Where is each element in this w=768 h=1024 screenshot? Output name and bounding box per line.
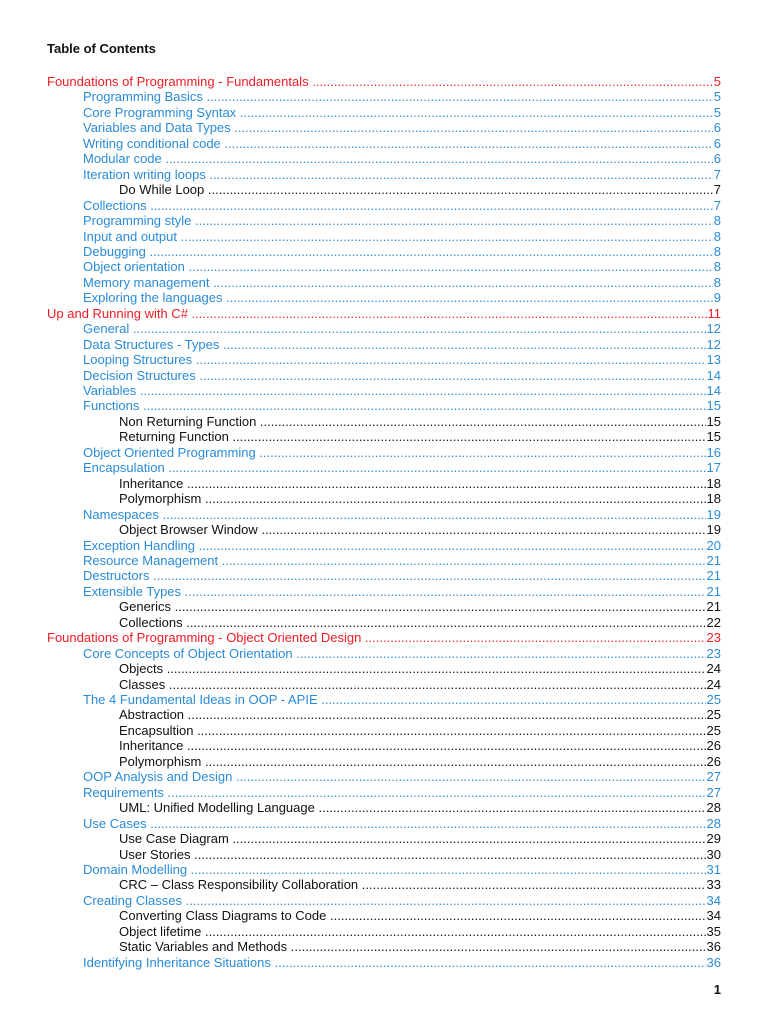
toc-entry-level-3 xyxy=(0,599,768,615)
toc-entry-title: Creating Classes ..... xyxy=(83,893,721,909)
toc-entry-level-3 xyxy=(0,429,768,445)
toc-entry-title: Object lifetime ..... xyxy=(119,924,721,940)
toc-entry-page: 36 xyxy=(706,954,721,970)
toc-entry-level-3 xyxy=(0,939,768,955)
toc-entry-level-3 xyxy=(0,924,768,940)
toc-entry-level-2[interactable] xyxy=(0,553,768,569)
toc-entry-page: 19 xyxy=(706,522,721,538)
toc-entry-title: Object Oriented Programming ..... xyxy=(83,445,721,461)
toc-entry-level-2[interactable] xyxy=(0,445,768,461)
toc-entry-title: Core Concepts of Object Orientation ..... xyxy=(83,646,721,662)
toc-entry-level-2[interactable] xyxy=(0,198,768,214)
toc-entry-level-3 xyxy=(0,723,768,739)
toc-entry-level-3 xyxy=(0,491,768,507)
toc-entry-title: Inheritance ..... xyxy=(119,738,721,754)
toc-entry-page: 5 xyxy=(713,89,721,105)
toc-entry-title: Exception Handling ..... xyxy=(83,538,721,554)
toc-entry-level-3 xyxy=(0,615,768,631)
toc-entry-title: Decision Structures ..... xyxy=(83,368,721,384)
toc-entry-page: 21 xyxy=(706,599,721,615)
toc-entry-title: Domain Modelling ..... xyxy=(83,862,721,878)
toc-entry-level-3 xyxy=(0,754,768,770)
toc-entry-page: 28 xyxy=(706,815,721,831)
page-number: 1 xyxy=(713,982,721,997)
toc-entry-page: 34 xyxy=(706,892,721,908)
toc-entry-level-1[interactable] xyxy=(0,74,768,90)
toc-entry-page: 7 xyxy=(713,182,721,198)
toc-entry-level-2[interactable] xyxy=(0,229,768,245)
toc-entry-title: Foundations of Programming - Object Oriented Design ..... xyxy=(47,630,721,646)
toc-entry-page: 6 xyxy=(713,135,721,151)
toc-entry-page: 23 xyxy=(706,645,721,661)
toc-entry-level-2[interactable] xyxy=(0,507,768,523)
toc-entry-page: 15 xyxy=(706,413,721,429)
toc-entry-level-3 xyxy=(0,522,768,538)
toc-entry-title: Modular code ..... xyxy=(83,151,721,167)
toc-entry-page: 27 xyxy=(706,769,721,785)
toc-entry-level-2[interactable] xyxy=(0,213,768,229)
toc-entry-level-2[interactable] xyxy=(0,89,768,105)
toc-entry-level-2[interactable] xyxy=(0,769,768,785)
toc-entry-page: 26 xyxy=(706,738,721,754)
toc-entry-title: Object orientation ..... xyxy=(83,259,721,275)
toc-entry-level-2[interactable] xyxy=(0,337,768,353)
toc-entry-level-2[interactable] xyxy=(0,275,768,291)
toc-entry-level-3 xyxy=(0,414,768,430)
toc-entry-title: Namespaces ..... xyxy=(83,507,721,523)
toc-entry-level-2[interactable] xyxy=(0,460,768,476)
toc-entry-title: Iteration writing loops ..... xyxy=(83,167,721,183)
toc-entry-level-2[interactable] xyxy=(0,646,768,662)
toc-entry-title: Core Programming Syntax ..... xyxy=(83,105,721,121)
toc-entry-page: 12 xyxy=(706,336,721,352)
toc-entry-title: User Stories ..... xyxy=(119,847,721,863)
toc-entry-title: Abstraction ..... xyxy=(119,707,721,723)
toc-entry-level-2[interactable] xyxy=(0,398,768,414)
toc-entry-title: Destructors ..... xyxy=(83,568,721,584)
toc-entry-title: Non Returning Function ..... xyxy=(119,414,721,430)
toc-entry-title: CRC – Class Responsibility Collaboration ..... xyxy=(119,877,721,893)
toc-entry-level-1[interactable] xyxy=(0,306,768,322)
toc-entry-page: 21 xyxy=(706,552,721,568)
toc-entry-page: 11 xyxy=(707,305,721,321)
toc-entry-title: Memory management ..... xyxy=(83,275,721,291)
toc-entry-level-2[interactable] xyxy=(0,538,768,554)
toc-entry-page: 5 xyxy=(713,74,721,89)
toc-entry-page: 19 xyxy=(706,506,721,522)
toc-entry-title: Generics ..... xyxy=(119,599,721,615)
toc-entry-level-2[interactable] xyxy=(0,383,768,399)
toc-entry-title: Programming style ..... xyxy=(83,213,721,229)
toc-entry-title: General ..... xyxy=(83,321,721,337)
toc-entry-level-2[interactable] xyxy=(0,244,768,260)
toc-entry-page: 6 xyxy=(713,120,721,136)
toc-entry-title: Polymorphism ..... xyxy=(119,754,721,770)
toc-entry-title: Variables and Data Types ..... xyxy=(83,120,721,136)
toc-entry-page: 7 xyxy=(713,166,721,182)
toc-entry-title: Looping Structures ..... xyxy=(83,352,721,368)
toc-entry-page: 15 xyxy=(706,429,721,445)
toc-entry-level-2[interactable] xyxy=(0,167,768,183)
toc-entry-page: 8 xyxy=(713,228,721,244)
toc-entry-level-2[interactable] xyxy=(0,136,768,152)
toc-entry-page: 8 xyxy=(713,259,721,275)
toc-entry-title: Encapsultion ..... xyxy=(119,723,721,739)
toc-entry-page: 34 xyxy=(706,908,721,924)
toc-entry-level-2[interactable] xyxy=(0,151,768,167)
toc-entry-level-2[interactable] xyxy=(0,368,768,384)
toc-entry-page: 20 xyxy=(706,537,721,553)
toc-entry-title: Classes ..... xyxy=(119,677,721,693)
toc-entry-page: 22 xyxy=(706,614,721,630)
toc-entry-page: 21 xyxy=(706,568,721,584)
toc-entry-title: Foundations of Programming - Fundamentals ..... xyxy=(47,74,721,90)
toc-entry-level-2[interactable] xyxy=(0,259,768,275)
toc-title: Table of Contents xyxy=(47,41,156,56)
toc-entry-page: 14 xyxy=(706,383,721,398)
toc-entry-title: Functions ..... xyxy=(83,398,721,414)
toc-entry-page: 18 xyxy=(706,475,721,491)
toc-entry-title: Variables ..... xyxy=(83,383,721,399)
toc-entry-title: OOP Analysis and Design ..... xyxy=(83,769,721,785)
toc-entry-level-2[interactable] xyxy=(0,568,768,584)
toc-entry-level-2[interactable] xyxy=(0,862,768,878)
toc-entry-page: 25 xyxy=(706,722,721,738)
toc-entry-level-3 xyxy=(0,677,768,693)
toc-entry-title: Use Case Diagram ..... xyxy=(119,831,721,847)
toc-entry-level-2[interactable] xyxy=(0,290,768,306)
toc-entry-page: 31 xyxy=(706,861,721,877)
toc-entry-title: Encapsulation ..... xyxy=(83,460,721,476)
toc-entry-level-3 xyxy=(0,908,768,924)
toc-entry-level-2[interactable] xyxy=(0,816,768,832)
toc-entry-title: Converting Class Diagrams to Code ..... xyxy=(119,908,721,924)
toc-entry-page: 36 xyxy=(706,939,721,955)
toc-entry-title: Collections ..... xyxy=(83,198,721,214)
toc-entry-title: Exploring the languages ..... xyxy=(83,290,721,306)
toc-entry-page: 27 xyxy=(706,784,721,800)
toc-entry-title: Resource Management ..... xyxy=(83,553,721,569)
toc-entry-level-3 xyxy=(0,800,768,816)
toc-entry-title: Requirements ..... xyxy=(83,785,721,801)
toc-entry-title: Polymorphism ..... xyxy=(119,491,721,507)
toc-entry-page: 24 xyxy=(706,661,721,677)
toc-entry-title: Use Cases ..... xyxy=(83,816,721,832)
toc-entry-page: 33 xyxy=(706,877,721,893)
toc-entry-level-2[interactable] xyxy=(0,352,768,368)
toc-entry-title: Extensible Types ..... xyxy=(83,584,721,600)
toc-entry-level-2[interactable] xyxy=(0,120,768,136)
toc-entry-page: 18 xyxy=(706,491,721,507)
toc-entry-page: 25 xyxy=(706,707,721,723)
toc-entry-page: 23 xyxy=(706,630,721,646)
toc-entry-title: Static Variables and Methods ..... xyxy=(119,939,721,955)
toc-entry-title: Object Browser Window ..... xyxy=(119,522,721,538)
toc-entry-page: 21 xyxy=(706,583,721,599)
toc-entry-level-2[interactable] xyxy=(0,692,768,708)
toc-entry-title: Up and Running with C# ..... xyxy=(47,306,721,322)
toc-entry-level-3 xyxy=(0,476,768,492)
toc-entry-title: Do While Loop ..... xyxy=(119,182,721,198)
toc-entry-page: 12 xyxy=(706,321,721,337)
toc-entry-page: 16 xyxy=(706,444,721,460)
toc-entry-level-3 xyxy=(0,877,768,893)
toc-entry-title: The 4 Fundamental Ideas in OOP - APIE ..... xyxy=(83,692,721,708)
toc-entry-title: Collections ..... xyxy=(119,615,721,631)
toc-entry-page: 8 xyxy=(713,243,721,259)
toc-entry-title: Writing conditional code ..... xyxy=(83,136,721,152)
toc-entry-page: 15 xyxy=(706,398,721,414)
toc-entry-page: 9 xyxy=(713,290,721,306)
toc-entry-page: 6 xyxy=(713,151,721,167)
toc-entry-level-3 xyxy=(0,738,768,754)
toc-entry-page: 8 xyxy=(713,274,721,290)
toc-entry-page: 14 xyxy=(706,367,721,383)
toc-entry-level-1[interactable] xyxy=(0,630,768,646)
toc-entry-level-2[interactable] xyxy=(0,785,768,801)
toc-entry-page: 8 xyxy=(713,213,721,229)
toc-entry-title: Identifying Inheritance Situations ..... xyxy=(83,955,721,971)
toc-entry-level-3 xyxy=(0,831,768,847)
toc-entry-title: Inheritance ..... xyxy=(119,476,721,492)
toc-entry-title: Debugging ..... xyxy=(83,244,721,260)
toc-entry-title: Input and output ..... xyxy=(83,229,721,245)
toc-entry-page: 30 xyxy=(706,846,721,862)
toc-entry-level-3 xyxy=(0,182,768,198)
toc-entry-level-3 xyxy=(0,707,768,723)
toc-entry-level-2[interactable] xyxy=(0,321,768,337)
toc-entry-page: 29 xyxy=(706,831,721,847)
toc-entry-page: 17 xyxy=(706,460,721,476)
toc-entry-page: 35 xyxy=(706,923,721,939)
toc-entry-page: 13 xyxy=(706,352,721,368)
toc-entry-title: UML: Unified Modelling Language ..... xyxy=(119,800,721,816)
toc-entry-page: 7 xyxy=(713,197,721,213)
toc-entry-page: 26 xyxy=(706,753,721,769)
toc-entry-level-3 xyxy=(0,661,768,677)
toc-entry-level-2[interactable] xyxy=(0,584,768,600)
toc-entry-title: Objects ..... xyxy=(119,661,721,677)
toc-entry-page: 5 xyxy=(713,104,721,120)
toc-entry-title: Returning Function ..... xyxy=(119,429,721,445)
toc-entry-level-2[interactable] xyxy=(0,955,768,971)
toc-entry-page: 28 xyxy=(706,800,721,816)
toc-entry-page: 24 xyxy=(706,676,721,692)
toc-entry-level-3 xyxy=(0,847,768,863)
toc-entry-title: Data Structures - Types ..... xyxy=(83,337,721,353)
toc-entry-level-2[interactable] xyxy=(0,893,768,909)
toc-entry-page: 25 xyxy=(706,692,721,707)
toc-entry-level-2[interactable] xyxy=(0,105,768,121)
toc-entry-title: Programming Basics ..... xyxy=(83,89,721,105)
